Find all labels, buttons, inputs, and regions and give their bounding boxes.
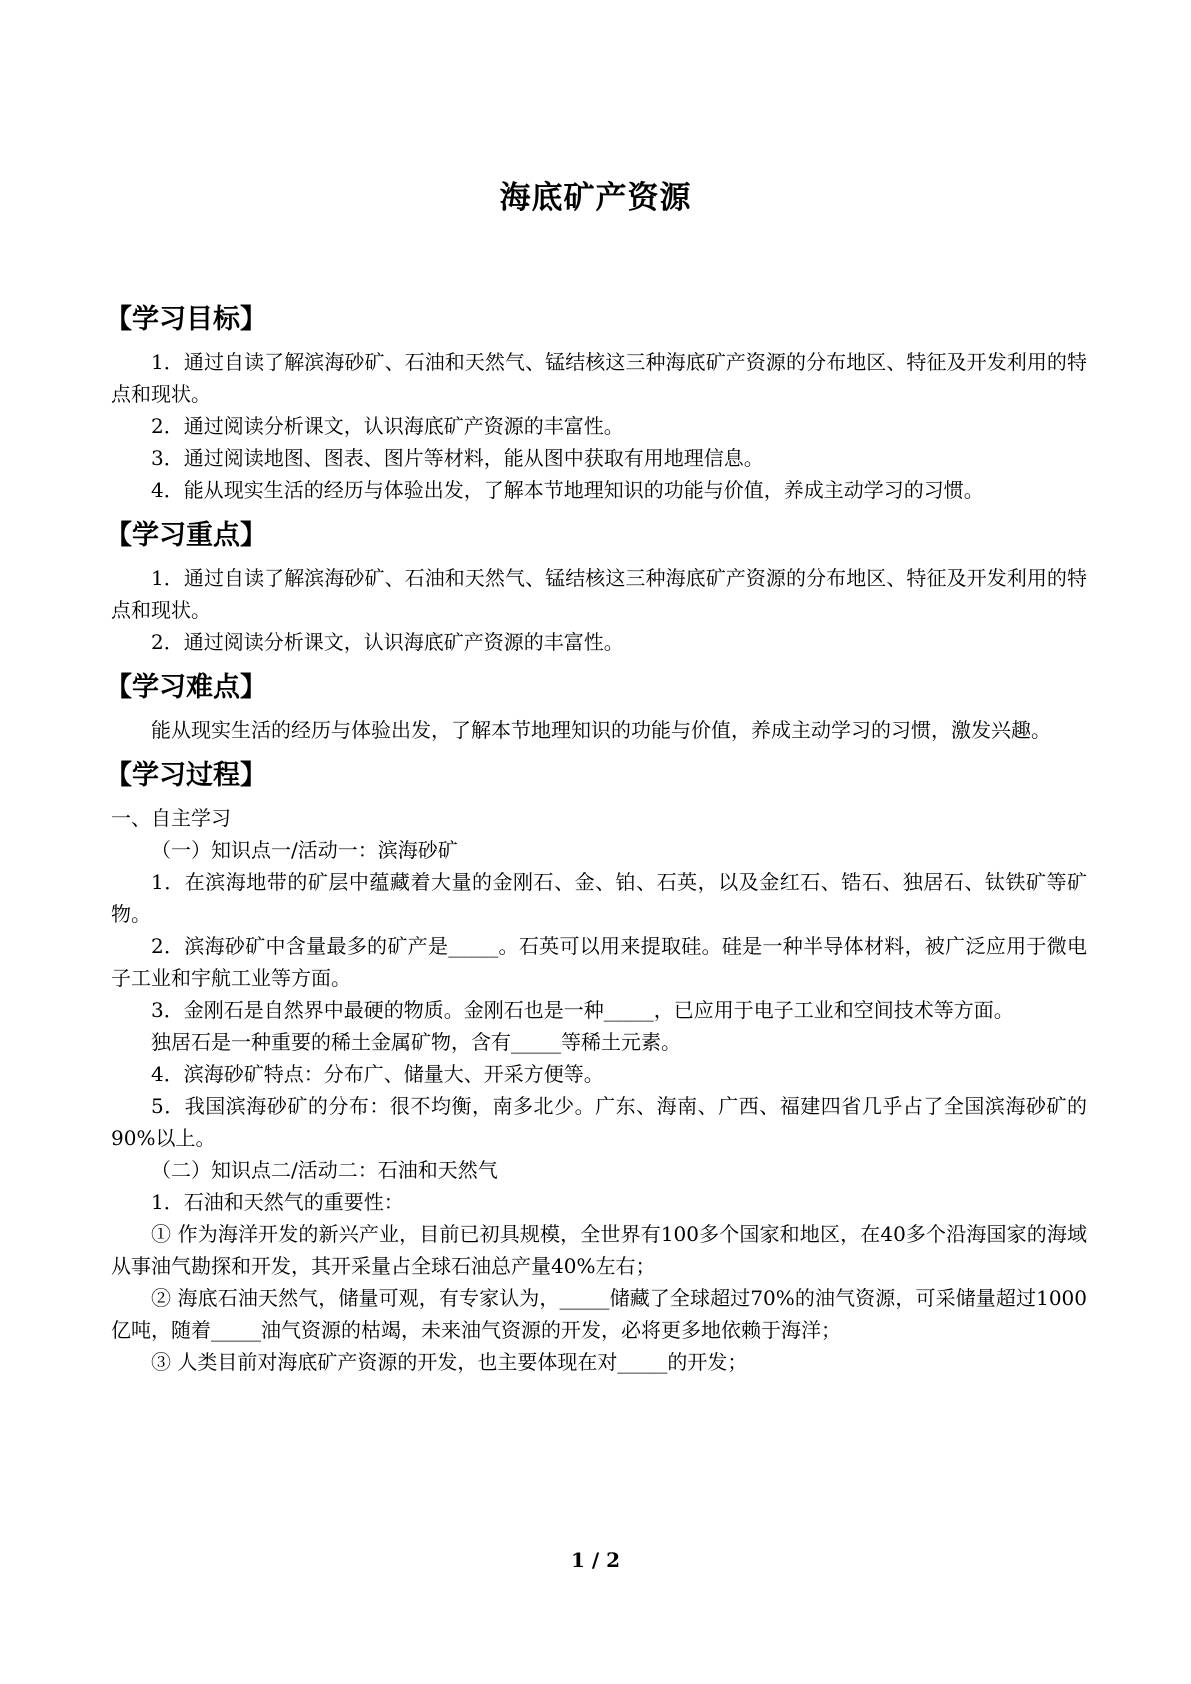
- section-heading-goals: 【学习目标】: [105, 304, 267, 335]
- goal-item: 4．能从现实生活的经历与体验出发，了解本节地理知识的功能与价值，养成主动学习的习惯。: [151, 478, 984, 502]
- process-item: ③ 人类目前对海底矿产资源的开发，也主要体现在对_____的开发；: [151, 1350, 748, 1374]
- section-heading-key-points: 【学习重点】: [105, 520, 267, 551]
- section-heading-difficulties: 【学习难点】: [105, 672, 267, 703]
- goal-item: 3．通过阅读地图、图表、图片等材料，能从图中获取有用地理信息。: [151, 446, 764, 470]
- section-heading-process: 【学习过程】: [105, 760, 267, 791]
- process-item: 独居石是一种重要的稀土金属矿物，含有_____等稀土元素。: [151, 1030, 681, 1054]
- process-item: 3．金刚石是自然界中最硬的物质。金刚石也是一种_____，已应用于电子工业和空间技术等方面。: [151, 998, 1014, 1022]
- process-item: 2．滨海砂矿中含量最多的矿产是_____。石英可以用来提取硅。硅是一种半导体材料，被广泛应用于微电子工业和宇航工业等方面。: [111, 934, 1087, 990]
- process-part-title: 一、自主学习: [111, 806, 231, 830]
- key-point-item: 2．通过阅读分析课文，认识海底矿产资源的丰富性。: [151, 630, 624, 654]
- process-subsection-title: （二）知识点二/活动二：石油和天然气: [151, 1158, 498, 1182]
- process-item: 1．在滨海地带的矿层中蕴藏着大量的金刚石、金、铂、石英，以及金红石、锆石、独居石、钛铁矿等矿物。: [111, 870, 1087, 926]
- process-item: ① 作为海洋开发的新兴产业，目前已初具规模，全世界有100多个国家和地区，在40多个沿海国家的海域从事油气勘探和开发，其开采量占全球石油总产量40%左右；: [111, 1222, 1087, 1278]
- process-item: ② 海底石油天然气，储量可观，有专家认为，_____储藏了全球超过70%的油气资源，可采储量超过1000亿吨，随着_____油气资源的枯竭，未来油气资源的开发，必将更多地依赖于海洋；: [111, 1286, 1087, 1342]
- process-item: 5．我国滨海砂矿的分布：很不均衡，南多北少。广东、海南、广西、福建四省几乎占了全国滨海砂矿的90%以上。: [111, 1094, 1087, 1150]
- goal-item: 1．通过自读了解滨海砂矿、石油和天然气、锰结核这三种海底矿产资源的分布地区、特征及开发利用的特点和现状。: [111, 350, 1087, 406]
- page-number: 1 / 2: [570, 1548, 621, 1572]
- document-body: [105, 300, 1087, 1378]
- process-item: 4．滨海砂矿特点：分布广、储量大、开采方便等。: [151, 1062, 604, 1086]
- difficulty-item: 能从现实生活的经历与体验出发，了解本节地理知识的功能与价值，养成主动学习的习惯，激发兴趣。: [151, 718, 1051, 742]
- key-point-item: 1．通过自读了解滨海砂矿、石油和天然气、锰结核这三种海底矿产资源的分布地区、特征及开发利用的特点和现状。: [111, 566, 1087, 622]
- goal-item: 2．通过阅读分析课文，认识海底矿产资源的丰富性。: [151, 414, 624, 438]
- process-subsection-title: （一）知识点一/活动一：滨海砂矿: [151, 838, 458, 862]
- process-item: 1．石油和天然气的重要性：: [151, 1190, 404, 1214]
- page-title: 海底矿产资源: [499, 180, 692, 216]
